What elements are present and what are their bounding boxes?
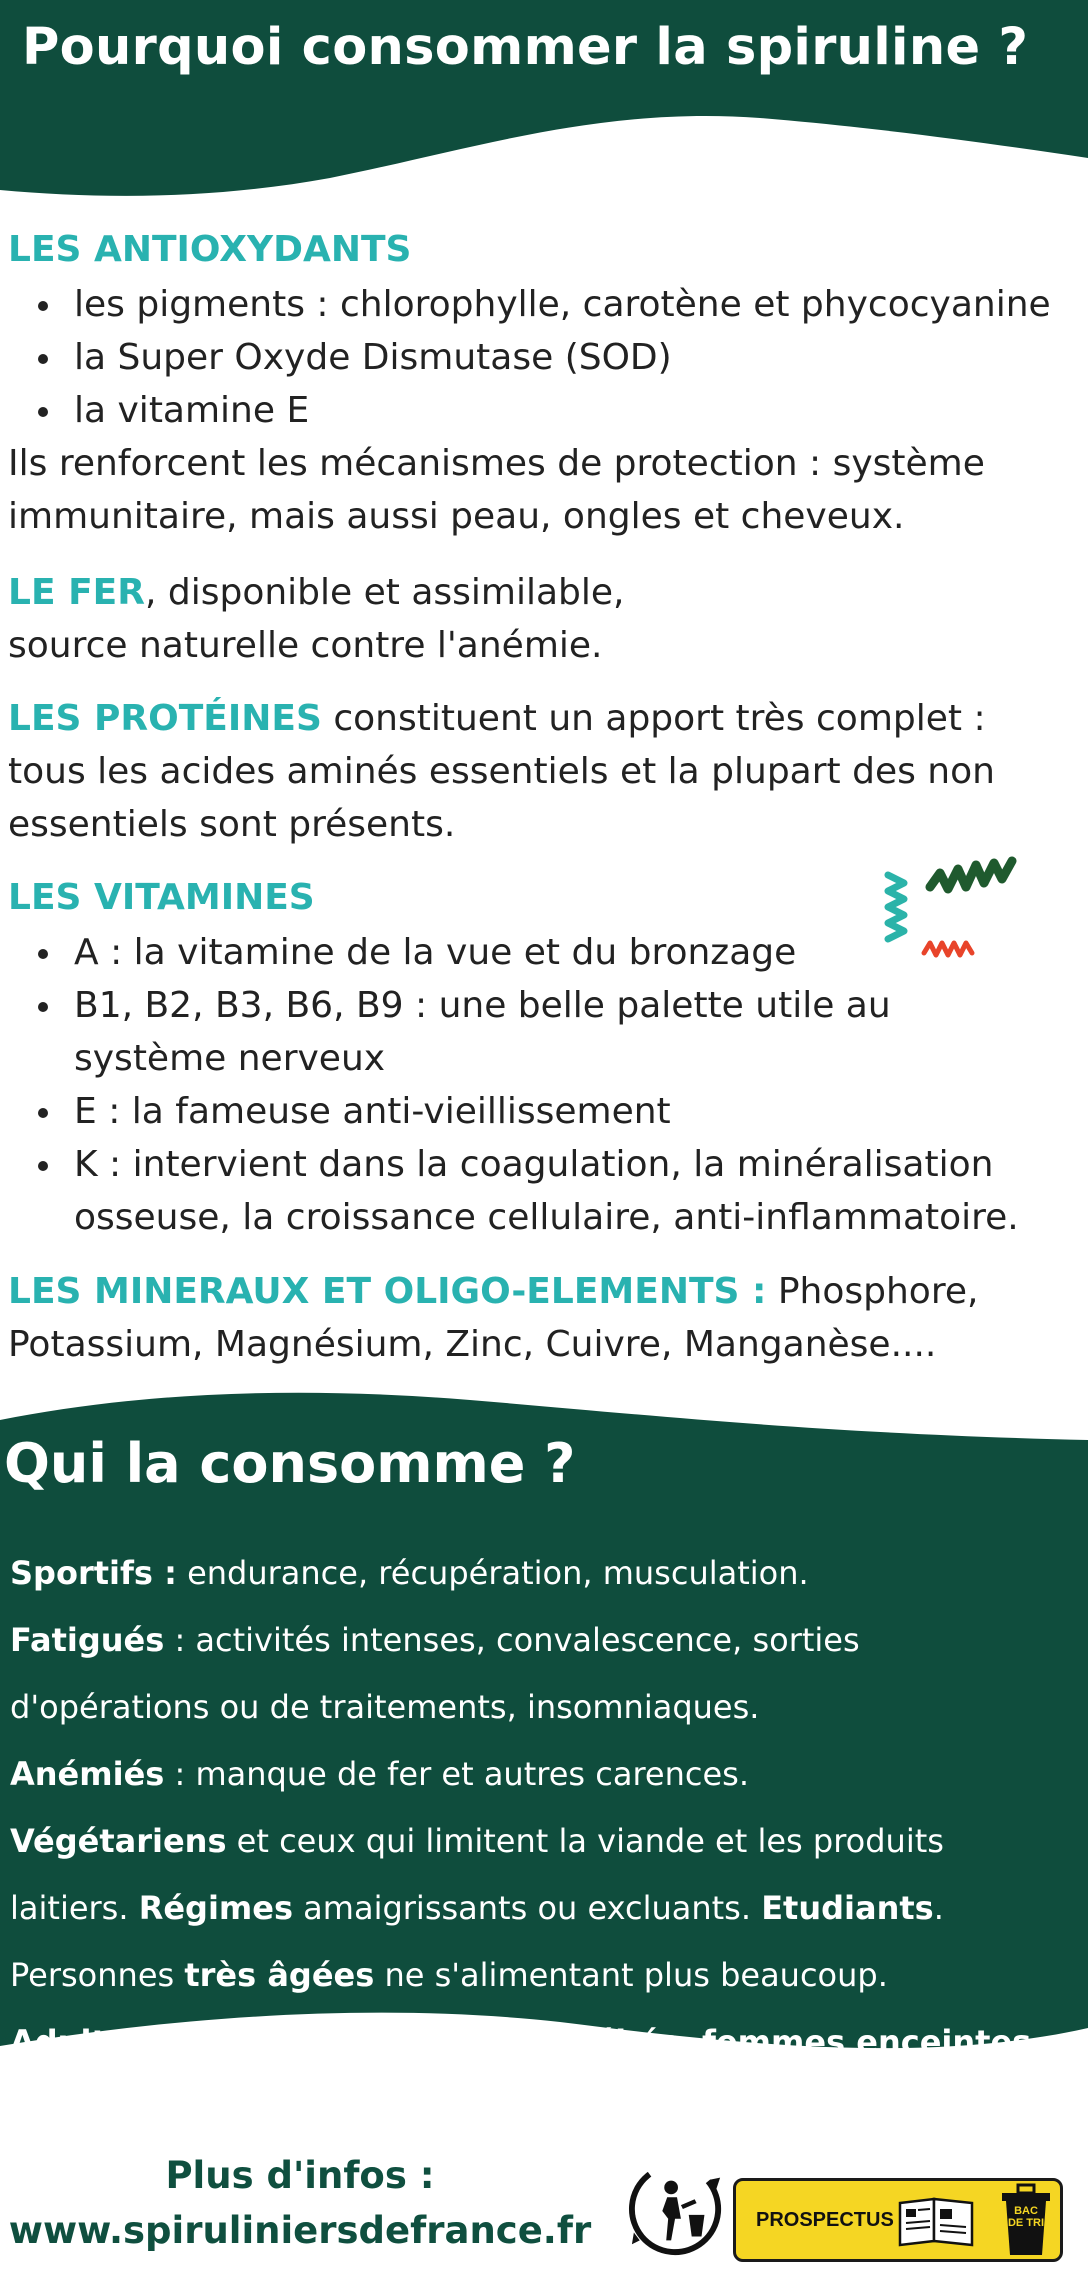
prospectus-icon [896, 2195, 976, 2247]
qui-line-2: Fatigués : activités intenses, convalescence, sorties [10, 1621, 860, 1659]
proteines-title: LES PROTÉINES [8, 698, 322, 739]
proteines-text-line-1: constituent un apport très complet : [321, 698, 986, 739]
list-item: K : intervient dans la coagulation, la minéralisation osseuse, la croissance cellulaire, anti-inflammatoire. [8, 1138, 1068, 1244]
fer-title: LE FER [8, 572, 145, 613]
more-info-label: Plus d'infos : [165, 2154, 435, 2197]
proteines-text-line-3: essentiels sont présents. [8, 804, 456, 845]
qui-line-8: Adultes, adolescents, enfants, bébés, femmes enceintes. [10, 2023, 1044, 2061]
list-item: E : la fameuse anti-vieillissement [8, 1085, 1068, 1138]
qui-line-7: Personnes très âgées ne s'alimentant plus beaucoup. [10, 1956, 888, 1994]
list-item: la vitamine E [8, 384, 1068, 437]
antioxydants-list [8, 278, 1068, 437]
footer-info [0, 2150, 600, 2260]
qui-line-1: Sportifs : endurance, récupération, musculation. [10, 1554, 809, 1592]
section-mineraux [8, 1265, 1068, 1371]
header-banner [0, 0, 1088, 200]
proteines-text-line-2: tous les acides aminés essentiels et la plupart des non [8, 751, 995, 792]
mineraux-text-line-2: Potassium, Magnésium, Zinc, Cuivre, Manganèse.... [8, 1324, 937, 1365]
antioxydants-text-line-1: Ils renforcent les mécanismes de protection : système [8, 443, 985, 484]
qui-section [0, 1390, 1088, 2160]
squiggle-decoration [868, 815, 1028, 980]
mineraux-title: LES MINERAUX ET OLIGO-ELEMENTS : [8, 1271, 767, 1312]
antioxydants-text-line-2: immunitaire, mais aussi peau, ongles et cheveux. [8, 496, 905, 537]
list-item: B1, B2, B3, B6, B9 : une belle palette utile au système nerveux [8, 979, 1068, 1085]
page-title: Pourquoi consommer la spiruline ? [22, 18, 1029, 77]
mineraux-text-line-1: Phosphore, [766, 1271, 979, 1312]
list-item: A : la vitamine de la vue et du bronzage [8, 926, 1068, 979]
qui-title: Qui la consomme ? [4, 1432, 576, 1495]
qui-line-6: laitiers. Régimes amaigrissants ou excluants. Etudiants. [10, 1889, 944, 1927]
prospectus-label: PROSPECTUS [756, 2209, 894, 2231]
website-link[interactable]: www.spiruliniersdefrance.fr [8, 2209, 592, 2252]
section-fer [8, 566, 1068, 672]
section-antioxydants [8, 222, 1068, 543]
prospectus-badge [733, 2178, 1063, 2262]
fer-text-line-2: source naturelle contre l'anémie. [8, 625, 603, 666]
fer-text-line-1: , disponible et assimilable, [144, 572, 625, 613]
qui-text [10, 1540, 1070, 2076]
qui-line-5: Végétariens et ceux qui limitent la viande et les produits [10, 1822, 944, 1860]
list-item: les pigments : chlorophylle, carotène et phycocyanine [8, 278, 1068, 331]
recycle-icon [628, 2160, 726, 2258]
antioxydants-title: LES ANTIOXYDANTS [8, 229, 412, 270]
vitamines-title: LES VITAMINES [8, 877, 315, 918]
bin-label: BAC DE TRI [1007, 2205, 1045, 2229]
qui-line-4: Anémiés : manque de fer et autres carences. [10, 1755, 749, 1793]
list-item: la Super Oxyde Dismutase (SOD) [8, 331, 1068, 384]
qui-line-3: d'opérations ou de traitements, insomniaques. [10, 1688, 760, 1726]
